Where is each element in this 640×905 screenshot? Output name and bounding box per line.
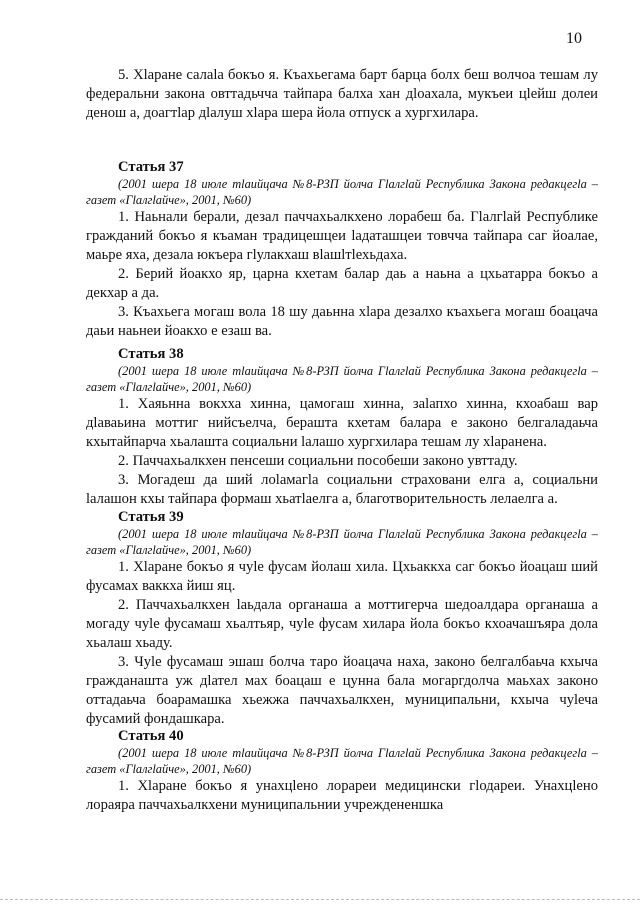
article-source-note: (2001 шера 18 июле тlаийцача №8-РЗП йолча Гlалгlай Республика Закона редакцегlа – газет «Гlалгlайче», 2001, №60) xyxy=(86,177,598,207)
article-title: Статья 39 xyxy=(118,509,184,525)
article-37 xyxy=(86,158,598,341)
intro-paragraph: 5. Хlаране салаlа бокъо я. Къахьегама барт барца болх беш волчоа тешам лу федеральни закона овттадьчча тайпара балха хан дlоахала, мукъеи цlейш долеи денош а, доагтlар дlалуш хlара шера йола отпуск а хургхилара. xyxy=(86,67,598,121)
intro-block xyxy=(86,66,598,123)
article-38 xyxy=(86,345,598,509)
article-40 xyxy=(86,727,598,815)
article-paragraph: 2. Берий йоакхо яр, царна кхетам балар даь а наьна а цхьатарра бокъо а декхар а да. xyxy=(86,266,598,301)
article-paragraph: 1. Хlаране бокъо я чуlе фусам йолаш хила. Цхьаккха саг бокъо йоацаш ший фусамах ваккха йиш яц. xyxy=(86,559,598,594)
article-source-note: (2001 шера 18 июле тlаийцача №8-РЗП йолча Гlалгlай Республика Закона редакцегlа – газет «Гlалгlайче», 2001, №60) xyxy=(86,527,598,557)
article-paragraph: 3. Къахьега могаш вола 18 шу даьнна хlара дезалхо къахьега могаш боацача даьи наьнеи йоакхо е езаш ва. xyxy=(86,304,598,339)
article-source-note: (2001 шера 18 июле тlаийцача №8-РЗП йолча Гlалгlай Республика Закона редакцегlа – газет «Гlалгlайче», 2001, №60) xyxy=(86,746,598,776)
article-title: Статья 38 xyxy=(118,346,184,362)
article-paragraph: 1. Хаяьнна вокхха хинна, цамогаш хинна, заlапхо хинна, кхоабаш вар дlаваьина моттиг нийсъелча, берашта кхетам балара е законо белгаладаьча кхытайпарча хьалашта социальни lалашо хургхилара тешам лу хlаранена. xyxy=(86,396,598,450)
article-paragraph: 3. Чуlе фусамаш эшаш болча таро йоацача наха, законо белгалбаьча кхыча гражданашта уж дlател мах боацаш е цунна бала могаргдолча маьхах законо оттадаьча боарамашка хьежжа паччахьалкхен, муниципальни, кхыча чуlеча фусамий фондашкара. xyxy=(86,654,598,727)
article-39 xyxy=(86,508,598,729)
page-number: 10 xyxy=(566,30,582,47)
article-paragraph: 2. Паччахьалкхен lаьдала органаша а моттигерча шедоалдара органаша а могаду чуlе фусамаш хьалтьяр, чуlе фусам хилара йола бокъо кхоачашъяра дола хьалаш хьаду. xyxy=(86,597,598,651)
article-paragraph: 1. Наьнали берали, дезал паччахьалкхено лорабеш ба. Гlалгlай Республике гражданий бокъо я къаман традицешцеи lадаташцеи товчча тайпара саг йоалае, маьре яха, дезала юкъера гlулакхаш вlашlтlехьдаха. xyxy=(86,209,598,263)
article-paragraph: 2. Паччахьалкхен пенсеши социальни пособеши законо увттаду. xyxy=(118,453,518,469)
article-source-note: (2001 шера 18 июле тlаийцача №8-РЗП йолча Гlалгlай Республика Закона редакцегlа – газет «Гlалгlайче», 2001, №60) xyxy=(86,364,598,394)
article-title: Статья 40 xyxy=(118,728,184,744)
article-paragraph: 1. Хlаране бокъо я унахцlено лорареи медицински гlодареи. Унахцlено лораяра паччахьалкхени муниципальнии учреждененшка xyxy=(86,778,598,813)
scan-edge-line xyxy=(0,899,640,903)
article-paragraph: 3. Могадеш да ший лоlамагlа социальни страховани елга а, социальни lалашон кхы тайпара формаш хьатlаелга а, благотворительность лелаелга а. xyxy=(86,472,598,507)
article-title: Статья 37 xyxy=(118,159,184,175)
